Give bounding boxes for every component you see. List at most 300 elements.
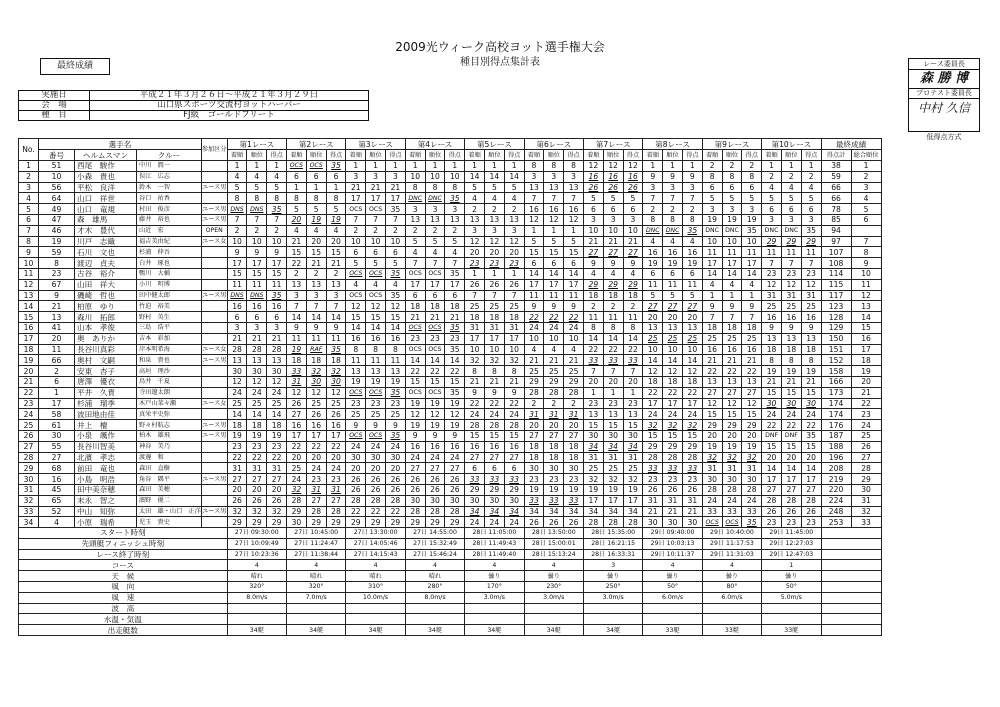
cell-sail-number: 66 [39, 355, 75, 366]
cell-race-score: 29 [227, 517, 247, 528]
cell-race-score: 20 [583, 376, 603, 387]
cell-race-score: 22 [227, 452, 247, 463]
cell-race-score: 30 [801, 398, 821, 409]
cell-sail-number: 11 [39, 344, 75, 355]
cell-race-score: 14 [564, 268, 584, 279]
cell-race-score: 31 [504, 322, 524, 333]
cell-race-score: 19 [544, 484, 564, 495]
cell-race-score: 25 [603, 463, 623, 474]
cell-no: 26 [19, 430, 39, 441]
cell-race-score: 20 [682, 312, 702, 323]
cell-helmsman: 波田地由佳 [75, 409, 137, 420]
cell-category [201, 322, 227, 333]
cell-race-score: 15 [445, 376, 465, 387]
cell-helmsman: 磯崎 哲也 [75, 290, 137, 301]
header-sub: 着順 [405, 150, 425, 161]
cell-race-score: 15 [682, 430, 702, 441]
cell-total: 174 [821, 409, 851, 420]
cell-race-score: 8 [267, 193, 287, 204]
cell-race-score: 17 [267, 258, 287, 269]
cell-helmsman: 末永 智之 [75, 495, 137, 506]
cell-race-score: 5 [306, 204, 326, 215]
cell-race-score: 16 [524, 204, 544, 215]
cell-race-score: 25 [346, 409, 366, 420]
cell-race-score: 2 [663, 204, 683, 215]
cell-race-score: 28 [504, 420, 524, 431]
cell-race-score: 10 [405, 171, 425, 182]
cell-race-score: 13 [346, 366, 366, 377]
cell-race-score: 27 [781, 484, 801, 495]
footer-value [227, 603, 286, 614]
cell-category [201, 161, 227, 172]
cell-race-score: 31 [603, 452, 623, 463]
cell-race-score: 30 [267, 366, 287, 377]
cell-race-score: OCS [425, 268, 445, 279]
cell-race-score: 18 [742, 322, 762, 333]
cell-race-score: 8 [682, 214, 702, 225]
cell-race-score: 33 [742, 506, 762, 517]
cell-category [201, 268, 227, 279]
cell-race-score: 18 [445, 301, 465, 312]
cell-race-score: 10 [564, 333, 584, 344]
cell-race-score: 18 [524, 441, 544, 452]
cell-race-score: 1 [227, 161, 247, 172]
cell-race-score: 12 [465, 236, 485, 247]
cell-race-score: 17 [722, 258, 742, 269]
cell-helmsman: 小泉 颯作 [75, 430, 137, 441]
footer-label: レース終了時刻 [19, 549, 228, 560]
cell-race-score: 21 [762, 376, 782, 387]
cell-no: 27 [19, 441, 39, 452]
cell-race-score: 3 [366, 171, 386, 182]
cell-race-score: 30 [287, 517, 307, 528]
footer-value: 34艇 [465, 625, 524, 636]
cell-race-score: 1 [663, 161, 683, 172]
cell-race-score: 8 [306, 193, 326, 204]
cell-race-score: 6 [801, 204, 821, 215]
cell-race-score: 12 [524, 214, 544, 225]
cell-race-score: 29 [287, 506, 307, 517]
cell-sail-number: 30 [39, 430, 75, 441]
cell-helmsman: 奥村 文嗣 [75, 355, 137, 366]
cell-race-score: 10 [682, 344, 702, 355]
footer-value [524, 603, 583, 614]
cell-race-score: 10 [702, 236, 722, 247]
cell-race-score: 2 [702, 161, 722, 172]
cell-total: 166 [821, 376, 851, 387]
cell-race-score: 25 [801, 301, 821, 312]
cell-overall-rank: 17 [851, 344, 881, 355]
cell-race-score: 5 [801, 193, 821, 204]
cell-race-score: 18 [227, 420, 247, 431]
cell-race-score: 30 [386, 452, 406, 463]
cell-race-score: 13 [524, 182, 544, 193]
cell-race-score: OCS [405, 344, 425, 355]
cell-race-score: 20 [702, 430, 722, 441]
cell-race-score: 16 [722, 344, 742, 355]
cell-race-score: OCS [425, 387, 445, 398]
cell-race-score: 17 [682, 398, 702, 409]
cell-race-score: 10 [484, 344, 504, 355]
cell-race-score: OCS [346, 290, 366, 301]
cell-race-score: 30 [623, 430, 643, 441]
cell-race-score: 15 [643, 430, 663, 441]
cell-race-score: 21 [524, 355, 544, 366]
cell-race-score: 3 [465, 225, 485, 236]
footer-value: 曇り [762, 571, 821, 582]
cell-race-score: 13 [504, 214, 524, 225]
cell-race-score: 6 [306, 171, 326, 182]
cell-no: 30 [19, 474, 39, 485]
cell-category [201, 258, 227, 269]
cell-race-score: 4 [583, 268, 603, 279]
cell-race-score: 1 [524, 225, 544, 236]
header-sub: 着順 [762, 150, 782, 161]
cell-no: 11 [19, 268, 39, 279]
cell-race-score: 20 [564, 420, 584, 431]
cell-race-score: 8 [524, 161, 544, 172]
cell-race-score: 13 [682, 322, 702, 333]
cell-race-score: 12 [484, 236, 504, 247]
cell-race-score: 31 [247, 463, 267, 474]
cell-race-score: 8 [326, 193, 346, 204]
cell-race-score: 25 [465, 301, 485, 312]
cell-race-score: 23 [346, 398, 366, 409]
cell-race-score: 23 [247, 441, 267, 452]
cell-race-score: 7 [484, 290, 504, 301]
cell-race-score: 4 [465, 193, 485, 204]
cell-race-score: 3 [583, 214, 603, 225]
cell-helmsman: 杉浦 瑠季 [75, 398, 137, 409]
cell-race-score: 8 [465, 366, 485, 377]
cell-race-score: 18 [287, 355, 307, 366]
cell-race-score: 3 [386, 171, 406, 182]
cell-race-score: 11 [524, 290, 544, 301]
table-row [19, 247, 882, 258]
cell-race-score: 6 [326, 171, 346, 182]
cell-sail-number: 68 [39, 463, 75, 474]
cell-race-score: 19 [722, 441, 742, 452]
cell-race-score: 21 [405, 312, 425, 323]
cell-race-score: 12 [603, 161, 623, 172]
cell-sail-number: 56 [39, 182, 75, 193]
cell-total: 187 [821, 430, 851, 441]
cell-category [201, 171, 227, 182]
cell-race-score: 8 [544, 161, 564, 172]
cell-race-score: 21 [326, 258, 346, 269]
cell-race-score: 20 [465, 247, 485, 258]
cell-sail-number: 49 [39, 204, 75, 215]
cell-race-score: OCS [346, 204, 366, 215]
cell-race-score: 23 [762, 268, 782, 279]
cell-race-score: 8 [247, 193, 267, 204]
cell-race-score: 29 [801, 236, 821, 247]
cell-race-score: 32 [484, 355, 504, 366]
cell-race-score: 6 [564, 258, 584, 269]
cell-race-score: 33 [603, 355, 623, 366]
cell-race-score: 34 [544, 506, 564, 517]
cell-race-score: 16 [465, 441, 485, 452]
cell-race-score: 28 [484, 420, 504, 431]
cell-race-score: 25 [564, 366, 584, 377]
cell-race-score: 31 [287, 376, 307, 387]
cell-race-score: 20 [504, 247, 524, 258]
cell-race-score: 13 [405, 214, 425, 225]
cell-race-score: 32 [643, 420, 663, 431]
cell-race-score: 4 [247, 171, 267, 182]
cell-race-score: 25 [623, 463, 643, 474]
cell-race-score: 1 [702, 290, 722, 301]
cell-race-score: 30 [643, 517, 663, 528]
cell-no: 21 [19, 376, 39, 387]
cell-helmsman: 山口 竜規 [75, 204, 137, 215]
cell-race-score: 27 [425, 463, 445, 474]
cell-race-score: 14 [366, 322, 386, 333]
cell-race-score: 28 [465, 420, 485, 431]
cell-race-score: 15 [801, 387, 821, 398]
cell-race-score: 31 [762, 290, 782, 301]
cell-race-score: 7 [583, 366, 603, 377]
cell-race-score: 26 [247, 495, 267, 506]
cell-race-score: 4 [445, 247, 465, 258]
cell-race-score: 32 [623, 474, 643, 485]
cell-overall-rank: 30 [851, 484, 881, 495]
cell-race-score: 26 [682, 484, 702, 495]
cell-race-score: 11 [247, 279, 267, 290]
cell-race-score: 12 [386, 301, 406, 312]
cell-race-score: 22 [682, 387, 702, 398]
info-row-class [19, 111, 369, 121]
footer-value: 27日 14:55:00 [405, 528, 464, 539]
cell-category: OPEN [201, 225, 227, 236]
footer-row [19, 582, 882, 593]
cell-race-score: 4 [287, 225, 307, 236]
cell-race-score: 24 [564, 322, 584, 333]
cell-total: 38 [821, 161, 851, 172]
cell-race-score: 6 [524, 258, 544, 269]
cell-race-score: 14 [524, 268, 544, 279]
footer-empty [821, 592, 881, 603]
cell-race-score: 23 [564, 474, 584, 485]
cell-race-score: 22 [524, 312, 544, 323]
cell-race-score: 26 [366, 474, 386, 485]
cell-no: 13 [19, 290, 39, 301]
cell-crew: 森田 美穂 [137, 484, 202, 495]
cell-race-score: 31 [742, 463, 762, 474]
cell-race-score: 25 [247, 398, 267, 409]
footer-value: 34艇 [287, 625, 346, 636]
header-sub: 得点 [801, 150, 821, 161]
cell-race-score: 28 [564, 387, 584, 398]
cell-race-score: 22 [326, 441, 346, 452]
footer-value: 33艇 [643, 625, 702, 636]
cell-race-score: 27 [742, 387, 762, 398]
cell-race-score: 15 [762, 387, 782, 398]
cell-race-score: 4 [267, 171, 287, 182]
cell-race-score: 17 [247, 258, 267, 269]
cell-race-score: 22 [484, 398, 504, 409]
cell-race-score: 12 [722, 398, 742, 409]
cell-total: 78 [821, 204, 851, 215]
footer-value: 5.0m/s [762, 592, 821, 603]
cell-race-score: 17 [465, 333, 485, 344]
race-committee-signature: 森 勝 博 [919, 71, 969, 86]
cell-race-score: DNS [227, 204, 247, 215]
footer-value [465, 614, 524, 625]
cell-race-score: 19 [445, 420, 465, 431]
cell-race-score: 5 [623, 193, 643, 204]
cell-race-score: 10 [425, 171, 445, 182]
cell-race-score: 24 [306, 463, 326, 474]
cell-race-score: 12 [742, 398, 762, 409]
cell-helmsman: 長谷川智美 [75, 441, 137, 452]
cell-race-score: 19 [643, 258, 663, 269]
cell-race-score: 13 [386, 366, 406, 377]
cell-race-score: 24 [484, 517, 504, 528]
cell-race-score: 20 [326, 452, 346, 463]
footer-value: 29日 11:31:03 [702, 549, 761, 560]
cell-race-score: 13 [564, 182, 584, 193]
cell-race-score: 27 [564, 430, 584, 441]
cell-race-score: 25 [287, 463, 307, 474]
footer-empty [821, 582, 881, 593]
footer-value [702, 603, 761, 614]
cell-crew: 柏木 雄飛 [137, 430, 202, 441]
cell-race-score: 15 [544, 247, 564, 258]
cell-race-score: 11 [366, 355, 386, 366]
cell-race-score: 33 [682, 463, 702, 474]
cell-helmsman: 長谷川真彩 [75, 344, 137, 355]
cell-overall-rank: 20 [851, 376, 881, 387]
cell-category: ユース男 [202, 291, 227, 299]
header-sub: 順位 [366, 150, 386, 161]
footer-row [19, 560, 882, 571]
footer-value: 6.0m/s [643, 592, 702, 603]
cell-helmsman: 奥 ありか [75, 333, 137, 344]
cell-helmsman: 小島 明浩 [75, 474, 137, 485]
cell-race-score: 25 [504, 301, 524, 312]
table-row [19, 312, 882, 323]
cell-race-score: 19 [762, 366, 782, 377]
footer-value: 310° [346, 582, 405, 593]
cell-race-score: 22 [445, 366, 465, 377]
cell-crew: 藤井 裕也 [137, 214, 202, 225]
cell-race-score: 5 [287, 204, 307, 215]
table-row [19, 506, 882, 517]
cell-race-score: 7 [287, 301, 307, 312]
footer-value: 29日 12:47:03 [762, 549, 821, 560]
footer-value: 4 [287, 560, 346, 571]
cell-race-score: 24 [801, 409, 821, 420]
cell-race-score: 29 [781, 236, 801, 247]
cell-race-score: 7 [742, 312, 762, 323]
cell-race-score: 3 [801, 214, 821, 225]
cell-race-score: 20 [643, 312, 663, 323]
cell-race-score: 2 [326, 268, 346, 279]
cell-race-score: 35 [326, 344, 346, 355]
cell-race-score: 17 [742, 258, 762, 269]
cell-race-score: 30 [682, 517, 702, 528]
cell-race-score: 16 [445, 441, 465, 452]
cell-race-score: 4 [682, 236, 702, 247]
cell-crew: 俣江 広志 [137, 171, 202, 182]
cell-race-score: 11 [346, 355, 366, 366]
cell-helmsman: 中山 知弥 [75, 506, 137, 517]
cell-race-score: 30 [564, 463, 584, 474]
footer-value: 34艇 [227, 625, 286, 636]
table-row [19, 398, 882, 409]
cell-race-score: 14 [484, 171, 504, 182]
cell-race-score: 18 [326, 355, 346, 366]
cell-crew: 森田 直樹 [137, 463, 202, 474]
cell-race-score: 27 [722, 387, 742, 398]
cell-race-score: 11 [781, 247, 801, 258]
cell-race-score: 8 [287, 193, 307, 204]
cell-race-score: 11 [643, 279, 663, 290]
cell-race-score: 7 [386, 214, 406, 225]
scoring-method: 低得点方式 [926, 133, 962, 141]
footer-value [346, 603, 405, 614]
footer-value [227, 614, 286, 625]
cell-race-score: 31 [544, 409, 564, 420]
cell-race-score: 22 [603, 344, 623, 355]
cell-race-score: DNC [663, 225, 683, 236]
cell-race-score: 3 [306, 290, 326, 301]
cell-race-score: 4 [227, 171, 247, 182]
cell-race-score: 22 [306, 441, 326, 452]
cell-sail-number: 67 [39, 279, 75, 290]
footer-value: 曇り [524, 571, 583, 582]
cell-race-score: 13 [643, 322, 663, 333]
cell-crew: 村田 俊彦 [137, 204, 202, 215]
cell-total: 115 [821, 279, 851, 290]
cell-race-score: 1 [346, 161, 366, 172]
cell-overall-rank: 14 [851, 312, 881, 323]
cell-race-score: 16 [742, 344, 762, 355]
footer-value: 27日 15:32:49 [405, 538, 464, 549]
cell-race-score: 31 [781, 290, 801, 301]
cell-race-score: 31 [702, 463, 722, 474]
cell-crew: 児玉 貴史 [137, 517, 202, 528]
protest-committee-signature: 中村 久信 [918, 101, 970, 115]
cell-race-score: 27 [445, 463, 465, 474]
footer-value: 曇り [702, 571, 761, 582]
cell-race-score: 23 [504, 258, 524, 269]
cell-race-score: 18 [247, 420, 267, 431]
cell-race-score: 15 [702, 409, 722, 420]
cell-race-score: 13 [702, 376, 722, 387]
cell-crew: 角谷 隅平 [137, 474, 202, 485]
cell-helmsman: 山田 祥大 [75, 279, 137, 290]
cell-helmsman: 西尾 駿作 [75, 161, 137, 172]
header-category: 参加区分 [201, 139, 227, 161]
cell-race-score: 3 [722, 204, 742, 215]
cell-race-score: 4 [326, 225, 346, 236]
cell-race-score: 34 [504, 506, 524, 517]
cell-total: 224 [821, 495, 851, 506]
cell-race-score: 32 [603, 474, 623, 485]
footer-value [583, 603, 642, 614]
cell-race-score: 13 [722, 376, 742, 387]
cell-race-score: 30 [227, 366, 247, 377]
info-value: 山口県スポーツ交流村ヨットハーバー [90, 101, 369, 111]
cell-race-score: 8 [781, 355, 801, 366]
cell-race-score: 8 [346, 344, 366, 355]
table-row [19, 366, 882, 377]
cell-no: 17 [19, 333, 39, 344]
cell-race-score: 29 [643, 441, 663, 452]
cell-race-score: 16 [702, 344, 722, 355]
